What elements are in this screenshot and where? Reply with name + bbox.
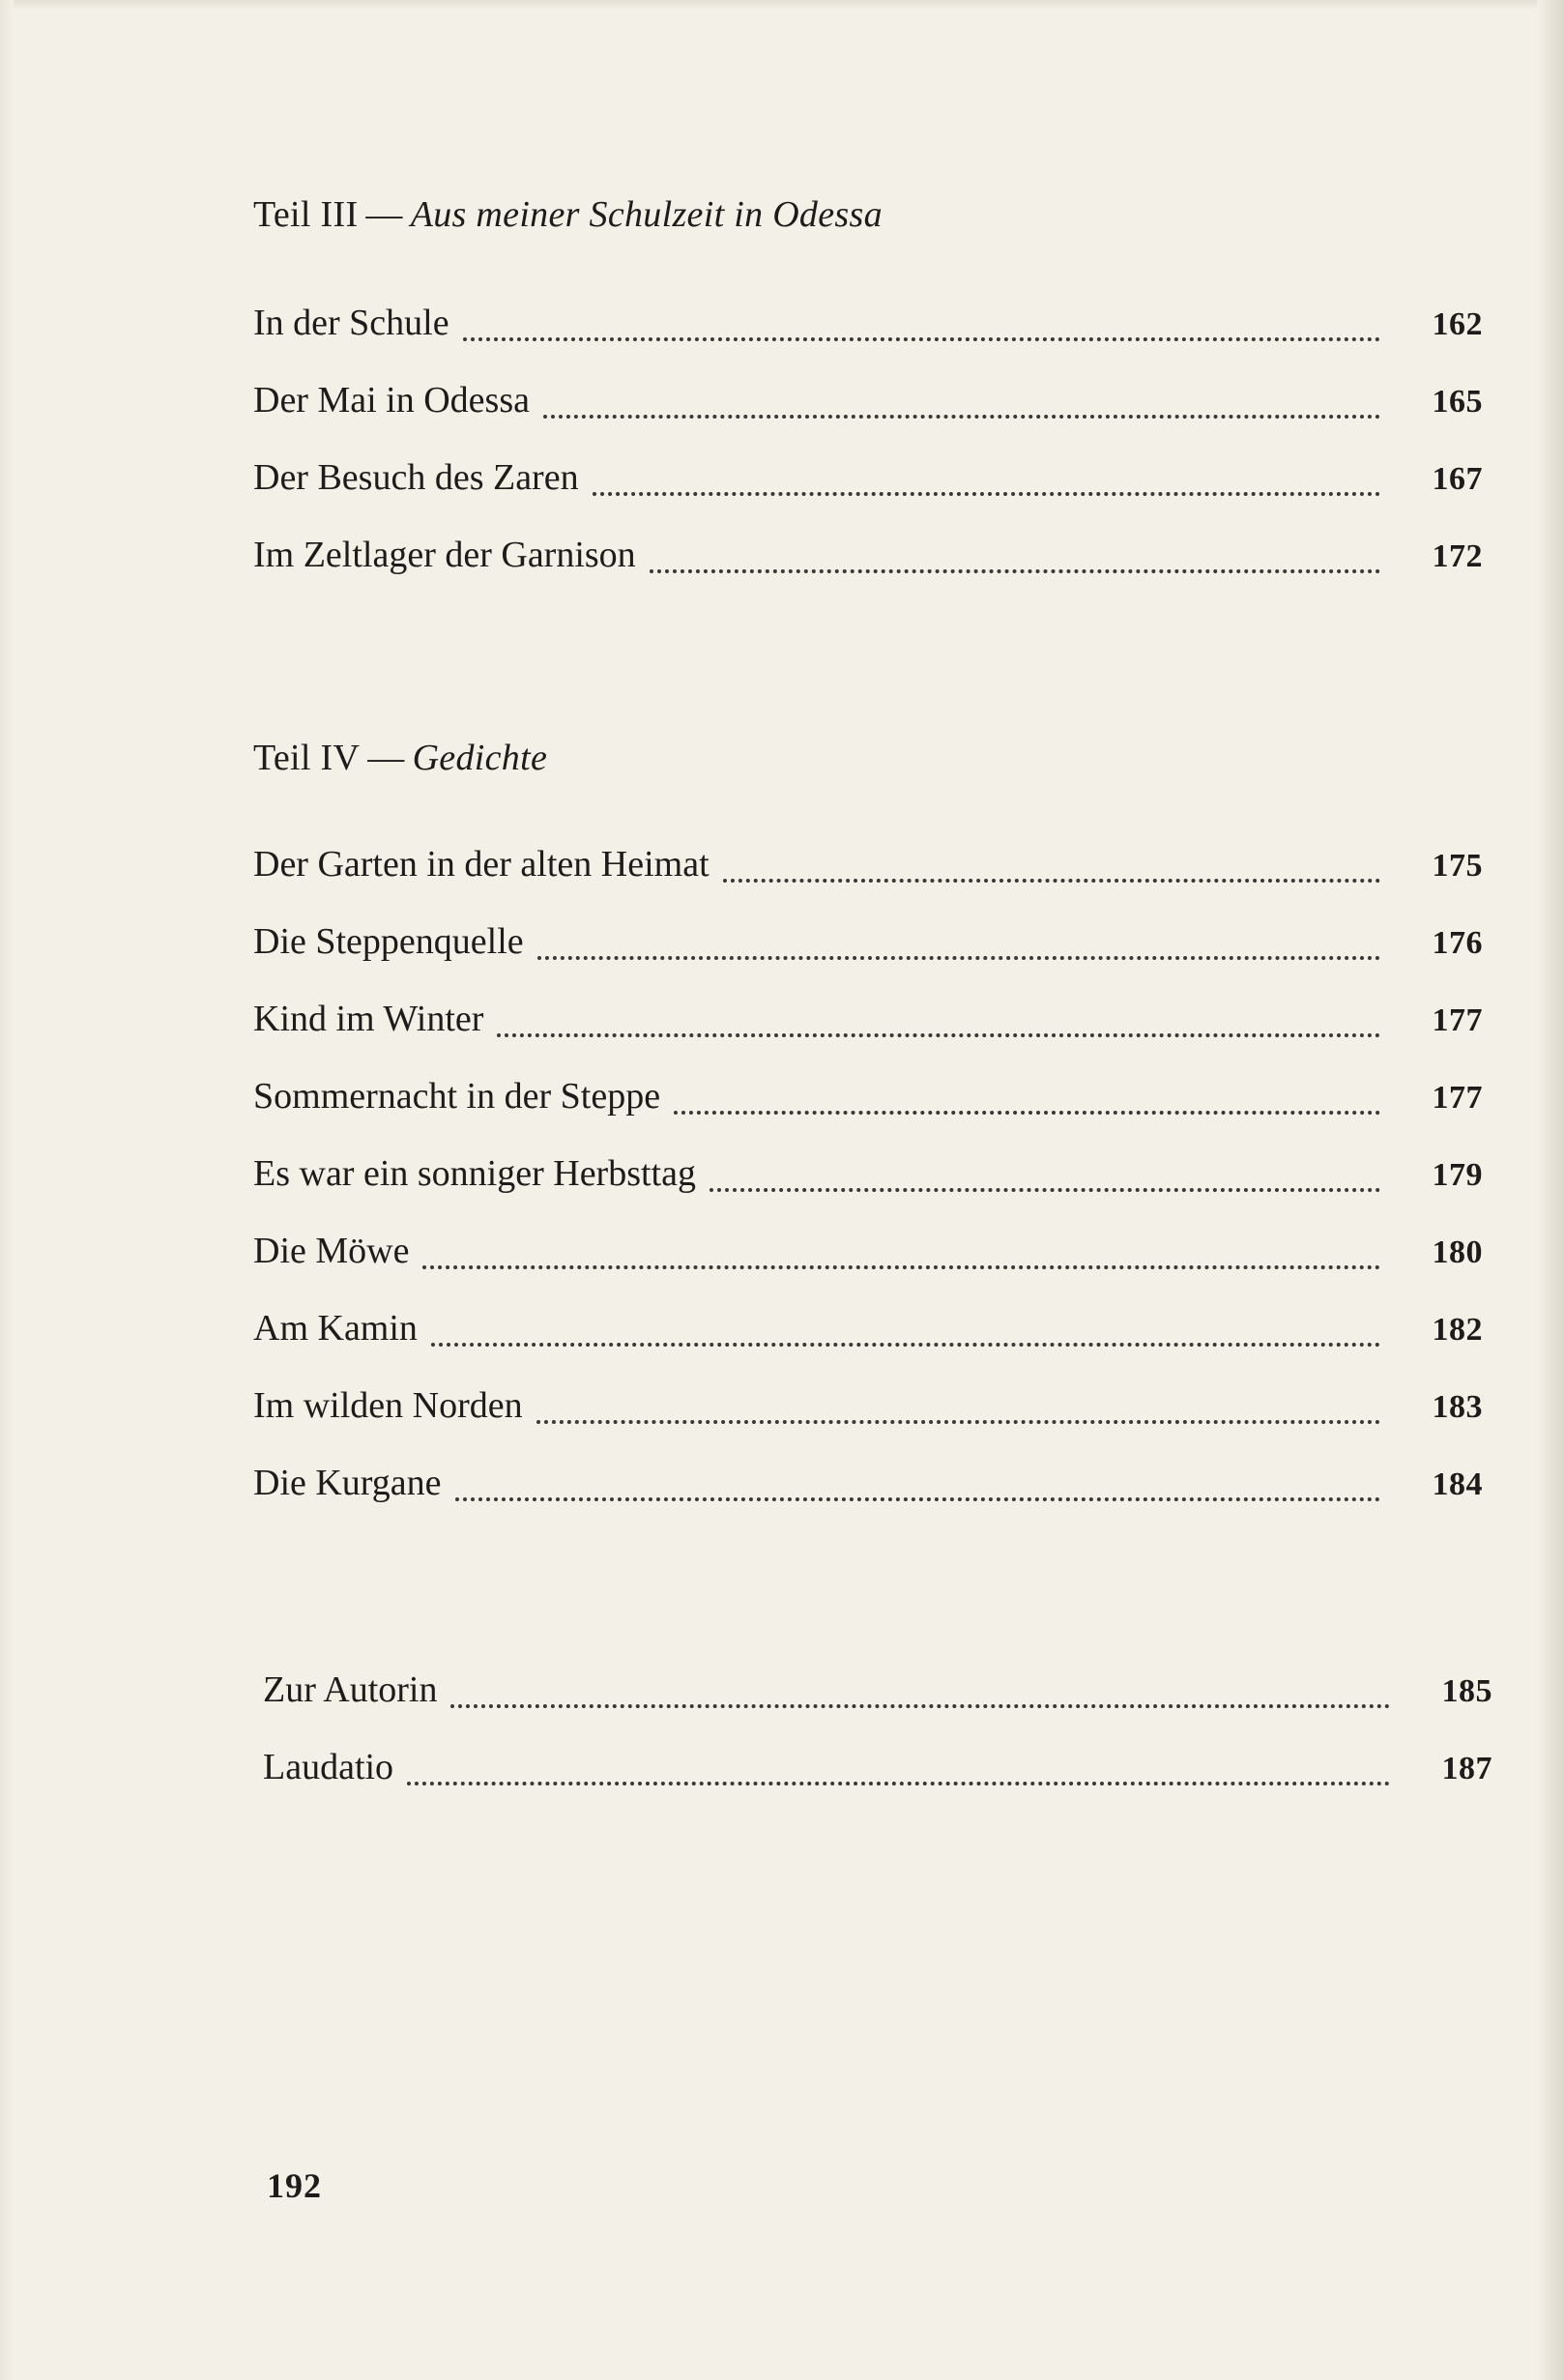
toc-entry bbox=[253, 1152, 1483, 1201]
entry-title: Der Garten in der alten Heimat bbox=[253, 844, 710, 885]
dot-leader bbox=[497, 1033, 1380, 1037]
dot-leader bbox=[463, 337, 1380, 341]
dot-leader bbox=[536, 1420, 1380, 1424]
toc-entry bbox=[253, 379, 1483, 427]
dot-leader bbox=[650, 569, 1380, 573]
entry-page-number: 172 bbox=[1432, 538, 1483, 574]
toc-entry bbox=[253, 1307, 1483, 1355]
dot-leader bbox=[710, 1188, 1380, 1192]
dot-leader bbox=[537, 956, 1380, 960]
dot-leader bbox=[593, 492, 1380, 496]
entry-page-number: 183 bbox=[1432, 1389, 1483, 1425]
entry-page-number: 180 bbox=[1432, 1234, 1483, 1270]
entry-page-number: 182 bbox=[1432, 1312, 1483, 1348]
dot-leader bbox=[450, 1704, 1390, 1708]
page-edge-left bbox=[0, 0, 14, 2380]
entry-page-number: 187 bbox=[1441, 1751, 1492, 1786]
page-edge-top bbox=[0, 0, 1564, 10]
section-subtitle: Aus meiner Schulzeit in Odessa bbox=[410, 194, 883, 235]
toc-entry bbox=[263, 1669, 1492, 1717]
entry-title: Sommernacht in der Steppe bbox=[253, 1076, 661, 1117]
dot-leader bbox=[431, 1343, 1380, 1347]
entry-title: Die Möwe bbox=[253, 1231, 410, 1271]
dot-leader bbox=[422, 1265, 1380, 1269]
entry-page-number: 162 bbox=[1432, 306, 1483, 342]
section-label: Teil IV bbox=[253, 738, 361, 778]
entry-title: Am Kamin bbox=[253, 1308, 418, 1349]
section-heading-teil-iii bbox=[253, 193, 883, 236]
dot-leader bbox=[455, 1497, 1380, 1501]
toc-entry bbox=[253, 920, 1483, 969]
entry-title: Der Mai in Odessa bbox=[253, 380, 530, 421]
section-separator: — bbox=[367, 738, 405, 778]
entry-title: Es war ein sonniger Herbsttag bbox=[253, 1153, 696, 1194]
dot-leader bbox=[407, 1782, 1390, 1785]
dot-leader bbox=[723, 879, 1380, 883]
entry-title: Die Kurgane bbox=[253, 1463, 442, 1503]
toc-entry bbox=[253, 534, 1483, 582]
section-separator: — bbox=[365, 194, 403, 235]
toc-entry bbox=[253, 302, 1483, 350]
section-heading-teil-iv bbox=[253, 737, 547, 779]
toc-entry bbox=[253, 1230, 1483, 1278]
entry-title: Im wilden Norden bbox=[253, 1385, 523, 1426]
entry-title: Zur Autorin bbox=[263, 1669, 438, 1710]
page-number-folio: 192 bbox=[267, 2166, 322, 2205]
entry-page-number: 177 bbox=[1432, 1080, 1483, 1116]
entry-title: In der Schule bbox=[253, 303, 449, 343]
entry-page-number: 179 bbox=[1432, 1157, 1483, 1193]
section-subtitle: Gedichte bbox=[412, 738, 548, 778]
entry-title: Laudatio bbox=[263, 1747, 394, 1787]
dot-leader bbox=[543, 415, 1380, 419]
entry-page-number: 177 bbox=[1432, 1002, 1483, 1038]
dot-leader bbox=[674, 1111, 1380, 1115]
toc-entry bbox=[253, 998, 1483, 1046]
toc-entry bbox=[253, 843, 1483, 891]
toc-entry bbox=[253, 1075, 1483, 1123]
toc-entry bbox=[263, 1746, 1492, 1794]
toc-entry bbox=[253, 456, 1483, 505]
toc-entry bbox=[253, 1462, 1483, 1510]
entry-page-number: 175 bbox=[1432, 848, 1483, 884]
entry-page-number: 184 bbox=[1432, 1466, 1483, 1502]
entry-page-number: 185 bbox=[1441, 1673, 1492, 1709]
entry-title: Der Besuch des Zaren bbox=[253, 457, 579, 498]
page-edge-right bbox=[1537, 0, 1564, 2380]
entry-page-number: 165 bbox=[1432, 384, 1483, 420]
entry-page-number: 176 bbox=[1432, 925, 1483, 961]
section-label: Teil III bbox=[253, 194, 359, 235]
entry-page-number: 167 bbox=[1432, 461, 1483, 497]
entry-title: Im Zeltlager der Garnison bbox=[253, 535, 636, 575]
toc-entry bbox=[253, 1384, 1483, 1433]
entry-title: Kind im Winter bbox=[253, 999, 484, 1039]
entry-title: Die Steppenquelle bbox=[253, 921, 524, 962]
